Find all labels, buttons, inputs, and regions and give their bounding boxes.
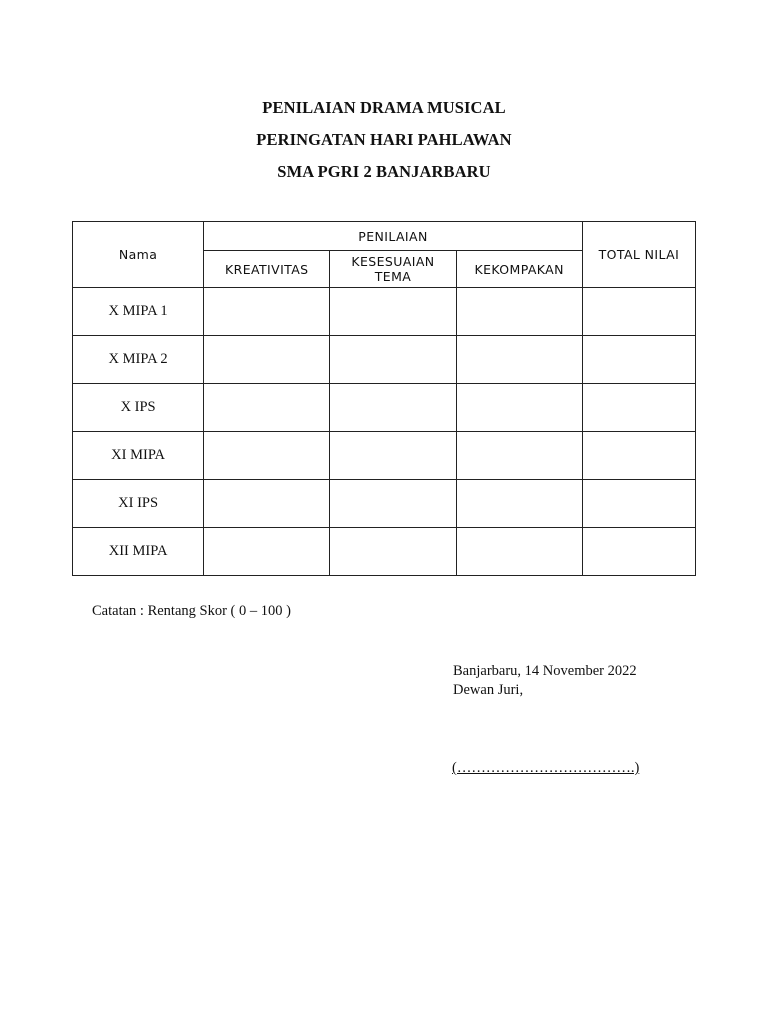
- header-kreativitas: KREATIVITAS: [204, 251, 330, 288]
- table-header-row: [73, 222, 696, 251]
- class-name-cell: XI IPS: [73, 480, 204, 528]
- total-nilai-cell[interactable]: [582, 432, 695, 480]
- table-row: [73, 288, 696, 336]
- kreativitas-score-cell[interactable]: [204, 288, 330, 336]
- kreativitas-score-cell[interactable]: [204, 384, 330, 432]
- document-title: [0, 92, 768, 188]
- title-line-3: SMA PGRI 2 BANJARBARU: [277, 162, 491, 181]
- header-nama: Nama: [73, 222, 204, 288]
- kreativitas-score-cell[interactable]: [204, 336, 330, 384]
- jury-label: Dewan Juri,: [453, 682, 524, 698]
- title-line-2: PERINGATAN HARI PAHLAWAN: [256, 130, 512, 149]
- kekompakan-score-cell[interactable]: [456, 432, 582, 480]
- table-row: [73, 384, 696, 432]
- total-nilai-cell[interactable]: [582, 336, 695, 384]
- kesesuaian-tema-score-cell[interactable]: [330, 336, 456, 384]
- kekompakan-score-cell[interactable]: [456, 528, 582, 576]
- kesesuaian-tema-score-cell[interactable]: [330, 528, 456, 576]
- kesesuaian-tema-score-cell[interactable]: [330, 288, 456, 336]
- table-row: [73, 336, 696, 384]
- title-line-1: PENILAIAN DRAMA MUSICAL: [262, 98, 506, 117]
- kekompakan-score-cell[interactable]: [456, 384, 582, 432]
- header-penilaian: PENILAIAN: [204, 222, 583, 251]
- kekompakan-score-cell[interactable]: [456, 480, 582, 528]
- total-nilai-cell[interactable]: [582, 384, 695, 432]
- header-kesesuaian-line2: TEMA: [374, 269, 412, 284]
- class-name-cell: X MIPA 2: [73, 336, 204, 384]
- kesesuaian-tema-score-cell[interactable]: [330, 432, 456, 480]
- signature-name-line: (……………………………….): [452, 760, 640, 776]
- kesesuaian-tema-score-cell[interactable]: [330, 480, 456, 528]
- kreativitas-score-cell[interactable]: [204, 432, 330, 480]
- kreativitas-score-cell[interactable]: [204, 480, 330, 528]
- kreativitas-score-cell[interactable]: [204, 528, 330, 576]
- header-total-nilai: TOTAL NILAI: [582, 222, 695, 288]
- table-row: [73, 480, 696, 528]
- place-date: Banjarbaru, 14 November 2022: [453, 663, 637, 679]
- kekompakan-score-cell[interactable]: [456, 288, 582, 336]
- header-kesesuaian-tema: [330, 251, 456, 288]
- header-kesesuaian-line1: KESESUAIAN: [351, 254, 435, 269]
- signature-block: [453, 662, 637, 700]
- total-nilai-cell[interactable]: [582, 528, 695, 576]
- class-name-cell: XI MIPA: [73, 432, 204, 480]
- header-kekompakan: KEKOMPAKAN: [456, 251, 582, 288]
- kesesuaian-tema-score-cell[interactable]: [330, 384, 456, 432]
- kekompakan-score-cell[interactable]: [456, 336, 582, 384]
- class-name-cell: XII MIPA: [73, 528, 204, 576]
- score-table: [72, 221, 696, 576]
- class-name-cell: X IPS: [73, 384, 204, 432]
- class-name-cell: X MIPA 1: [73, 288, 204, 336]
- score-range-note: Catatan : Rentang Skor ( 0 – 100 ): [92, 603, 291, 619]
- total-nilai-cell[interactable]: [582, 480, 695, 528]
- total-nilai-cell[interactable]: [582, 288, 695, 336]
- table-row: [73, 528, 696, 576]
- table-row: [73, 432, 696, 480]
